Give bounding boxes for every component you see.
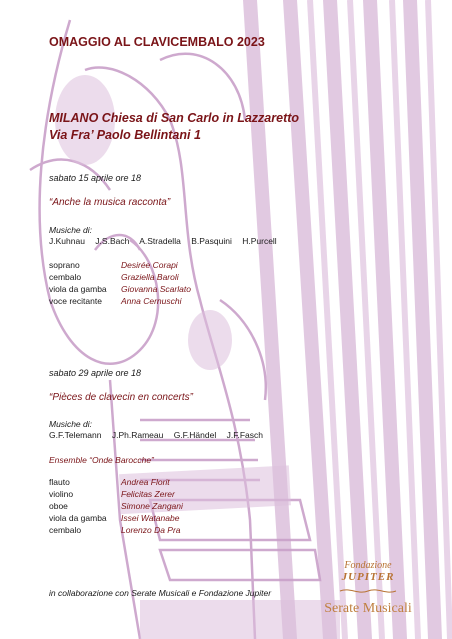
sponsor-logo	[318, 560, 418, 617]
concert2-date: sabato 29 aprile ore 18	[49, 368, 142, 378]
venue-block	[49, 110, 299, 144]
performer-role: voce recitante	[49, 296, 102, 306]
performer-name: Andrea Florit	[121, 477, 170, 487]
concert2-music-label: Musiche di:	[49, 419, 92, 429]
performer-role: soprano	[49, 260, 80, 270]
collaboration-note: in collaborazione con Serate Musicali e Fondazione Jupiter	[49, 588, 272, 598]
performer-row	[49, 296, 181, 306]
performer-name: Desirée Corapi	[121, 260, 178, 270]
composer: J.Kuhnau	[49, 236, 85, 246]
performer-row	[49, 501, 183, 511]
logo-line-serate-musicali: Serate Musicali	[324, 601, 412, 616]
concert1-composers	[49, 236, 285, 246]
performer-name: Felicitas Zerer	[121, 489, 175, 499]
venue-address: Via Fra’ Paolo Bellintani 1	[49, 128, 201, 142]
composer: G.F.Telemann	[49, 430, 102, 440]
performer-row	[49, 525, 181, 535]
performer-role: oboe	[49, 501, 68, 511]
performer-role: flauto	[49, 477, 70, 487]
performer-role: viola da gamba	[49, 513, 107, 523]
performer-name: Giovanna Scarlato	[121, 284, 191, 294]
concert1-date: sabato 15 aprile ore 18	[49, 173, 142, 183]
performer-row	[49, 477, 170, 487]
composer: A.Stradella	[139, 236, 181, 246]
concert2-title: “Pièces de clavecin en concerts”	[49, 392, 193, 403]
logo-line-fondazione: Fondazione	[344, 560, 392, 571]
composer: J.F.Fasch	[226, 430, 263, 440]
performer-name: Issei Watanabe	[121, 513, 180, 523]
performer-row	[49, 272, 179, 282]
composer: J.Ph.Rameau	[111, 430, 164, 440]
concert1-music-label: Musiche di:	[49, 225, 92, 235]
venue-city-church: MILANO Chiesa di San Carlo in Lazzaretto	[49, 111, 300, 125]
performer-name: Simone Zangani	[121, 501, 183, 511]
performer-row	[49, 489, 175, 499]
logo-line-jupiter: JUPITER	[341, 571, 395, 583]
performer-role: cembalo	[49, 525, 82, 535]
composer: B.Pasquini	[191, 236, 232, 246]
performer-role: violino	[49, 489, 74, 499]
performer-row	[49, 284, 191, 294]
performer-role: viola da gamba	[49, 284, 107, 294]
ornament-icon	[338, 587, 398, 595]
performer-name: Lorenzo Da Pra	[121, 525, 181, 535]
performer-role: cembalo	[49, 272, 82, 282]
performer-name: Graziella Baroli	[121, 272, 179, 282]
concert2-composers	[49, 430, 271, 440]
ensemble-name: Ensemble “Onde Barocche”	[49, 455, 154, 465]
performer-row	[49, 260, 178, 270]
performer-row	[49, 513, 179, 523]
concert1-title: “Anche la musica racconta”	[49, 197, 171, 208]
composer: G.F.Händel	[173, 430, 217, 440]
composer: J.S.Bach	[95, 236, 130, 246]
composer: H.Purcell	[242, 236, 277, 246]
page-title: OMAGGIO AL CLAVICEMBALO 2023	[49, 35, 265, 49]
performer-name: Anna Cernuschi	[121, 296, 182, 306]
